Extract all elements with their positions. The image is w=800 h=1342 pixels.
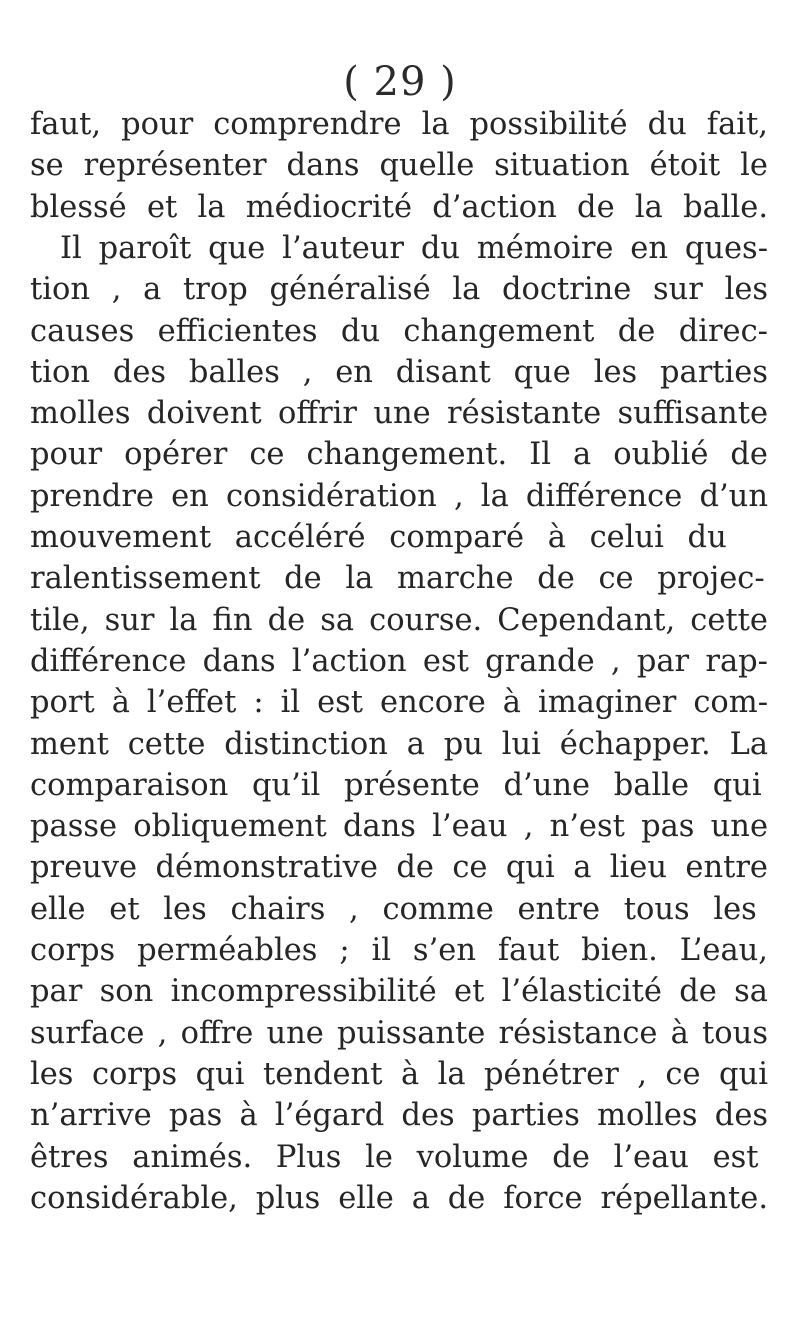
text-line-content: surface , offre une puissante résistance à tous [30,1015,768,1051]
text-line-content: comparaison qu’il présente d’une balle qui [30,767,762,803]
text-line-content: par son incompressibilité et l’élasticité de sa [30,974,768,1010]
text-line [0,476,800,518]
text-line [0,1095,800,1137]
text-line [0,352,800,394]
text-line [0,517,800,559]
text-line-content: port à l’effet : il est encore à imaginer com- [30,685,769,721]
text-line [0,269,800,311]
text-line [0,311,800,353]
page-number: ( 29 ) [343,59,457,105]
text-line [0,145,800,187]
text-line-content: différence dans l’action est grande , par rap- [30,643,768,679]
text-line [0,393,800,435]
text-line [0,806,800,848]
text-line-content: ment cette distinction a pu lui échapper. La [30,726,769,762]
text-line [0,558,800,600]
text-line-content: pour opérer ce changement. Il a oublié de [30,437,768,473]
text-line-content: n’arrive pas à l’égard des parties molles des [30,1098,769,1134]
text-line-content: prendre en considération , la différence d’un [30,478,768,514]
text-line-content: tile, sur la fin de sa course. Cependant, cette [30,602,768,638]
text-line-content: faut, pour comprendre la possibilité du fait, [30,107,768,142]
text-line [0,228,800,270]
text-line-content: considérable, plus elle a de force répellante. [30,1180,769,1216]
text-line [0,1013,800,1055]
text-line [0,187,800,229]
text-line-content: blessé et la médiocrité d’action de la balle. [30,189,769,225]
body-text [0,104,800,1304]
text-line-content: les corps qui tendent à la pénétrer , ce qui [30,1056,768,1092]
text-line [0,600,800,642]
text-line [0,847,800,889]
text-line-content: elle et les chairs , comme entre tous les [30,891,757,927]
text-line-content: êtres animés. Plus le volume de l’eau est [30,1139,759,1175]
text-line [0,1137,800,1179]
text-line-content: molles doivent offrir une résistante suffisante [30,396,769,432]
text-line-content: causes efficientes du changement de direc- [30,313,768,349]
text-line [0,765,800,807]
text-line-content: corps perméables ; il s’en faut bien. L’eau, [30,933,768,968]
text-line [0,1178,800,1220]
text-line-content: tion des balles , en disant que les parties [30,354,769,390]
text-line-content: ralentissement de la marche de ce projec- [30,561,765,597]
text-line-content: mouvement accéléré comparé à celui du [30,520,727,555]
text-line-content: passe obliquement dans l’eau , n’est pas une [30,809,769,845]
text-line [0,724,800,766]
text-line [0,434,800,476]
text-line-content: Il paroît que l’auteur du mémoire en ques- [60,230,769,266]
text-line [0,641,800,683]
text-line-content: se représenter dans quelle situation étoit le [30,148,768,184]
text-line [0,682,800,724]
text-line [0,1054,800,1096]
text-line-content: preuve démonstrative de ce qui a lieu entre [30,850,768,886]
text-line [0,104,800,146]
text-line-content: tion , a trop généralisé la doctrine sur les [30,272,769,308]
text-line [0,930,800,972]
text-line [0,971,800,1013]
text-line [0,889,800,931]
